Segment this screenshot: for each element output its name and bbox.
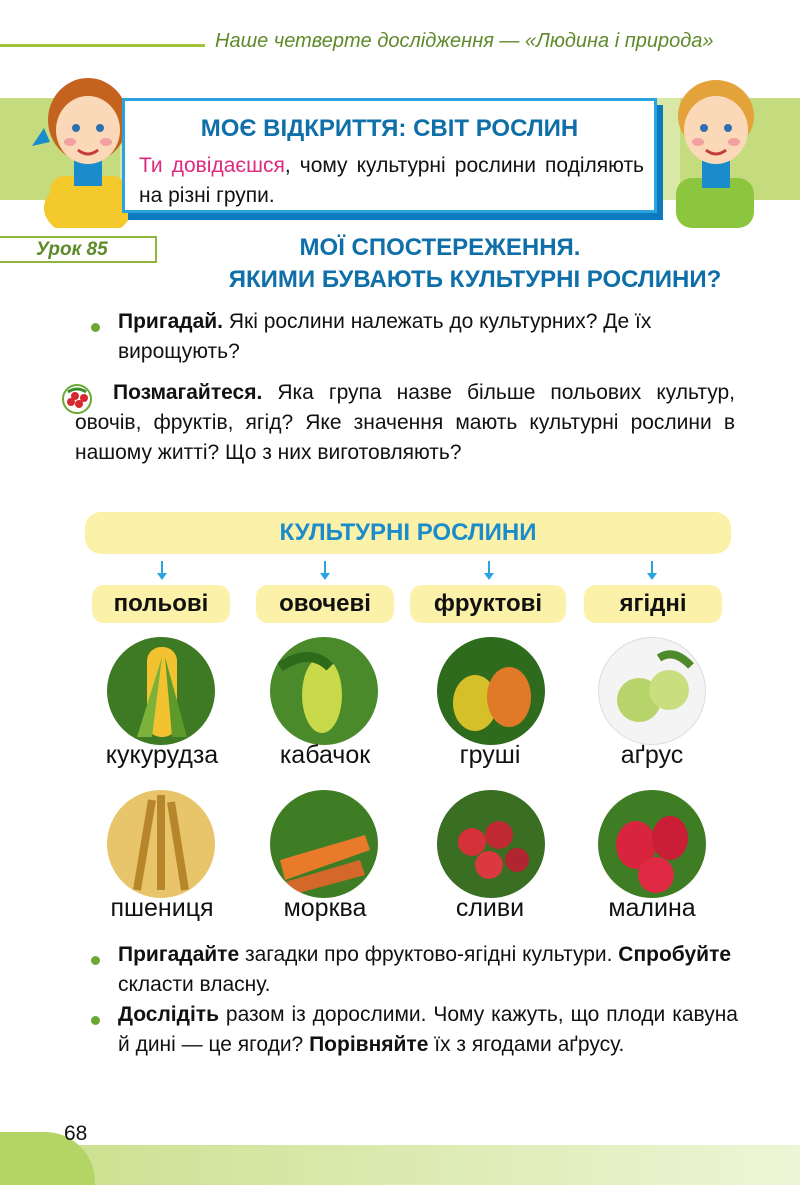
wheat-image [107, 790, 215, 898]
task-investigate-text1: разом із дорослими. Чому кажуть, що плоди кавуна й дині — це ягоди? [118, 1003, 738, 1056]
task-investigate-bold1: Дослідіть [118, 1003, 219, 1026]
task-remember [118, 307, 738, 367]
plant-label: кабачок [279, 741, 371, 769]
carrot-image [270, 790, 378, 898]
lesson-title [90, 232, 790, 296]
plant-label: морква [283, 894, 367, 922]
task-riddles-bold1: Пригадайте [118, 943, 240, 966]
arrow-down-icon [488, 561, 490, 575]
footer-band [0, 1145, 800, 1185]
plant-label: кукурудза [105, 741, 219, 769]
task-investigate-text2: їх з ягодами аґрусу. [428, 1033, 625, 1056]
plant-label: груші [459, 741, 521, 769]
raspberry-image [598, 790, 706, 898]
task-riddles-text1: загадки про фруктово-ягідні культури. [239, 943, 619, 966]
category-vegetable: овочеві [256, 585, 394, 623]
category-berry: ягідні [584, 585, 722, 623]
lesson-tag-label: Урок 85 [36, 239, 108, 260]
plums-image [437, 790, 545, 898]
plant-label: малина [608, 894, 696, 922]
bullet-dot [91, 1016, 100, 1025]
diagram-title: КУЛЬТУРНІ РОСЛИНИ [279, 519, 537, 546]
category-field: польові [92, 585, 230, 623]
task-compete [75, 378, 735, 468]
discovery-text [139, 151, 644, 211]
arrow-down-icon [161, 561, 163, 575]
plant-label: пшениця [110, 894, 214, 922]
plant-label: аґрус [620, 741, 684, 769]
task-riddles [118, 940, 738, 1000]
header-rule [0, 44, 205, 47]
lesson-title-line2: ЯКИМИ БУВАЮТЬ КУЛЬТУРНІ РОСЛИНИ? [228, 266, 722, 293]
boy-illustration [658, 58, 768, 228]
arrow-down-icon [651, 561, 653, 575]
discovery-text-rest: , чому культурні рослини поділяють на різні групи. [139, 154, 644, 207]
task-remember-bold: Пригадай. [118, 310, 224, 333]
task-riddles-bold2: Спробуйте [618, 943, 732, 966]
task-riddles-text2: скласти власну. [118, 973, 271, 996]
gooseberry-image [598, 637, 706, 745]
plant-label: сливи [455, 894, 525, 922]
bullet-dot [91, 956, 100, 965]
task-compete-bold: Позмагайтеся. [113, 381, 263, 404]
task-remember-text: Які рослини належать до культурних? Де їх вирощують? [118, 310, 652, 363]
discovery-title: МОЄ ВІДКРИТТЯ: СВІТ РОСЛИН [200, 115, 579, 142]
corn-image [107, 637, 215, 745]
task-investigate [118, 1000, 738, 1060]
bullet-dot [91, 323, 100, 332]
page-number: 68 [64, 1122, 88, 1145]
pears-image [437, 637, 545, 745]
section-header: Наше четверте дослідження — «Людина і природа» [215, 30, 714, 52]
zucchini-image [270, 637, 378, 745]
task-investigate-bold2: Порівняйте [309, 1033, 429, 1056]
arrow-down-icon [324, 561, 326, 575]
category-fruit: фруктові [410, 585, 566, 623]
discovery-highlight: Ти довідаєшся [139, 154, 285, 177]
discovery-box [122, 98, 657, 213]
lesson-title-line1: МОЇ СПОСТЕРЕЖЕННЯ. [299, 234, 581, 261]
task-compete-text: Яка група назве більше польових культур, овочів, фруктів, ягід? Яке значення мають культурні рослини в нашому житті? Що з них виготовляють? [75, 381, 735, 464]
